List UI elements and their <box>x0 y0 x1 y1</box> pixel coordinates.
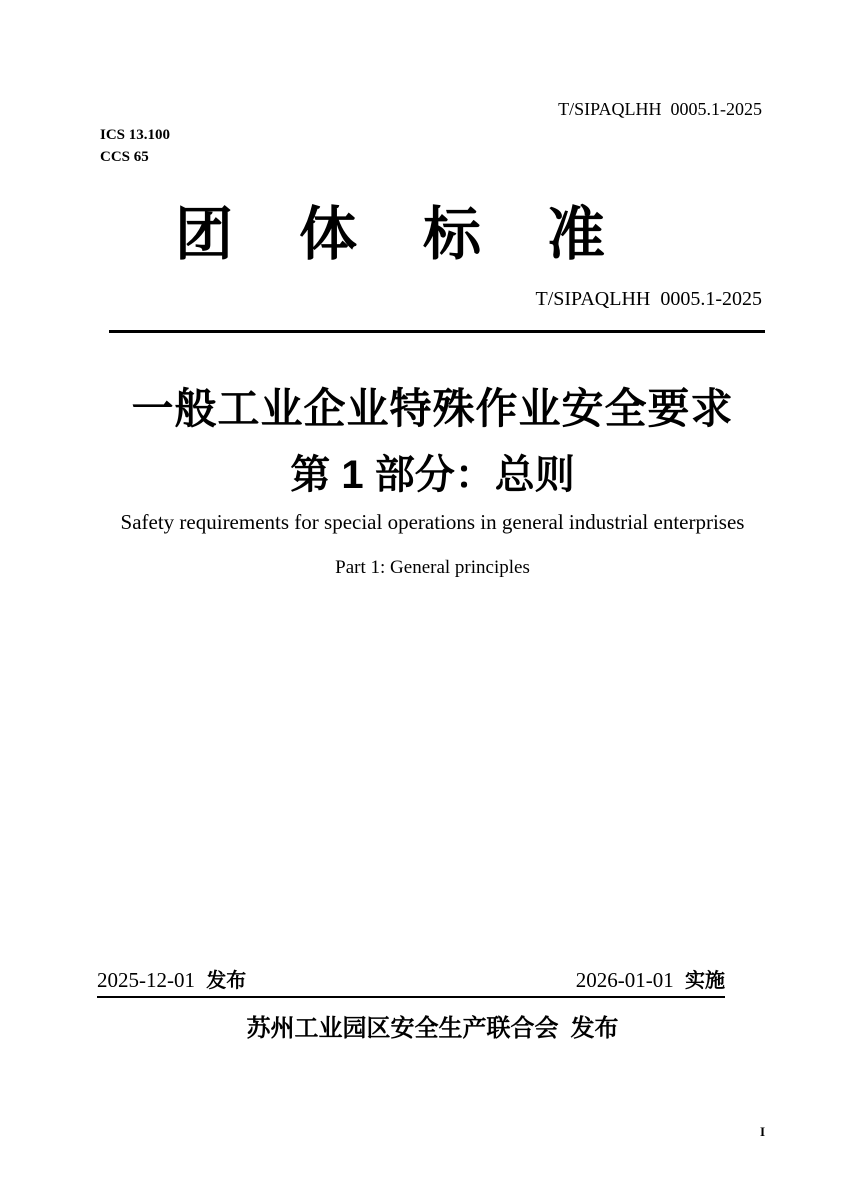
ics-code: ICS 13.100 <box>100 127 171 143</box>
issue-label: 发布 <box>206 970 247 992</box>
standard-type-char: 准 <box>546 202 605 267</box>
publisher-action: 发布 <box>570 1015 619 1042</box>
standard-type-title <box>175 196 605 267</box>
issue-date: 2025-12-01 <box>97 968 195 992</box>
implement-label: 实施 <box>685 970 725 992</box>
title-chinese-line1: 一般工业企业特殊作业安全要求 <box>131 385 734 432</box>
title-chinese-line2: 第 1 部分：总则 <box>290 453 575 497</box>
title-english-line1: Safety requirements for special operations in general industrial enterprises <box>120 510 745 534</box>
implement-date-group <box>576 964 725 993</box>
header-rule <box>109 330 765 333</box>
standard-type-char: 标 <box>422 202 481 267</box>
issue-date-group <box>97 964 246 993</box>
standard-type-char: 体 <box>298 202 357 267</box>
title-english-line2: Part 1: General principles <box>335 557 530 578</box>
page-number: I <box>760 1124 766 1139</box>
ccs-code: CCS 65 <box>100 149 149 165</box>
classification-block <box>100 124 170 168</box>
publisher-name: 苏州工业园区安全生产联合会 <box>246 1015 559 1042</box>
date-rule-row <box>97 964 725 998</box>
standard-type-char: 团 <box>175 202 234 267</box>
doc-code-subheader: T/SIPAQLHH 0005.1-2025 <box>535 288 762 310</box>
publisher-row <box>100 1008 765 1043</box>
doc-code-header: T/SIPAQLHH 0005.1-2025 <box>558 99 762 119</box>
implement-date: 2026-01-01 <box>575 968 674 992</box>
